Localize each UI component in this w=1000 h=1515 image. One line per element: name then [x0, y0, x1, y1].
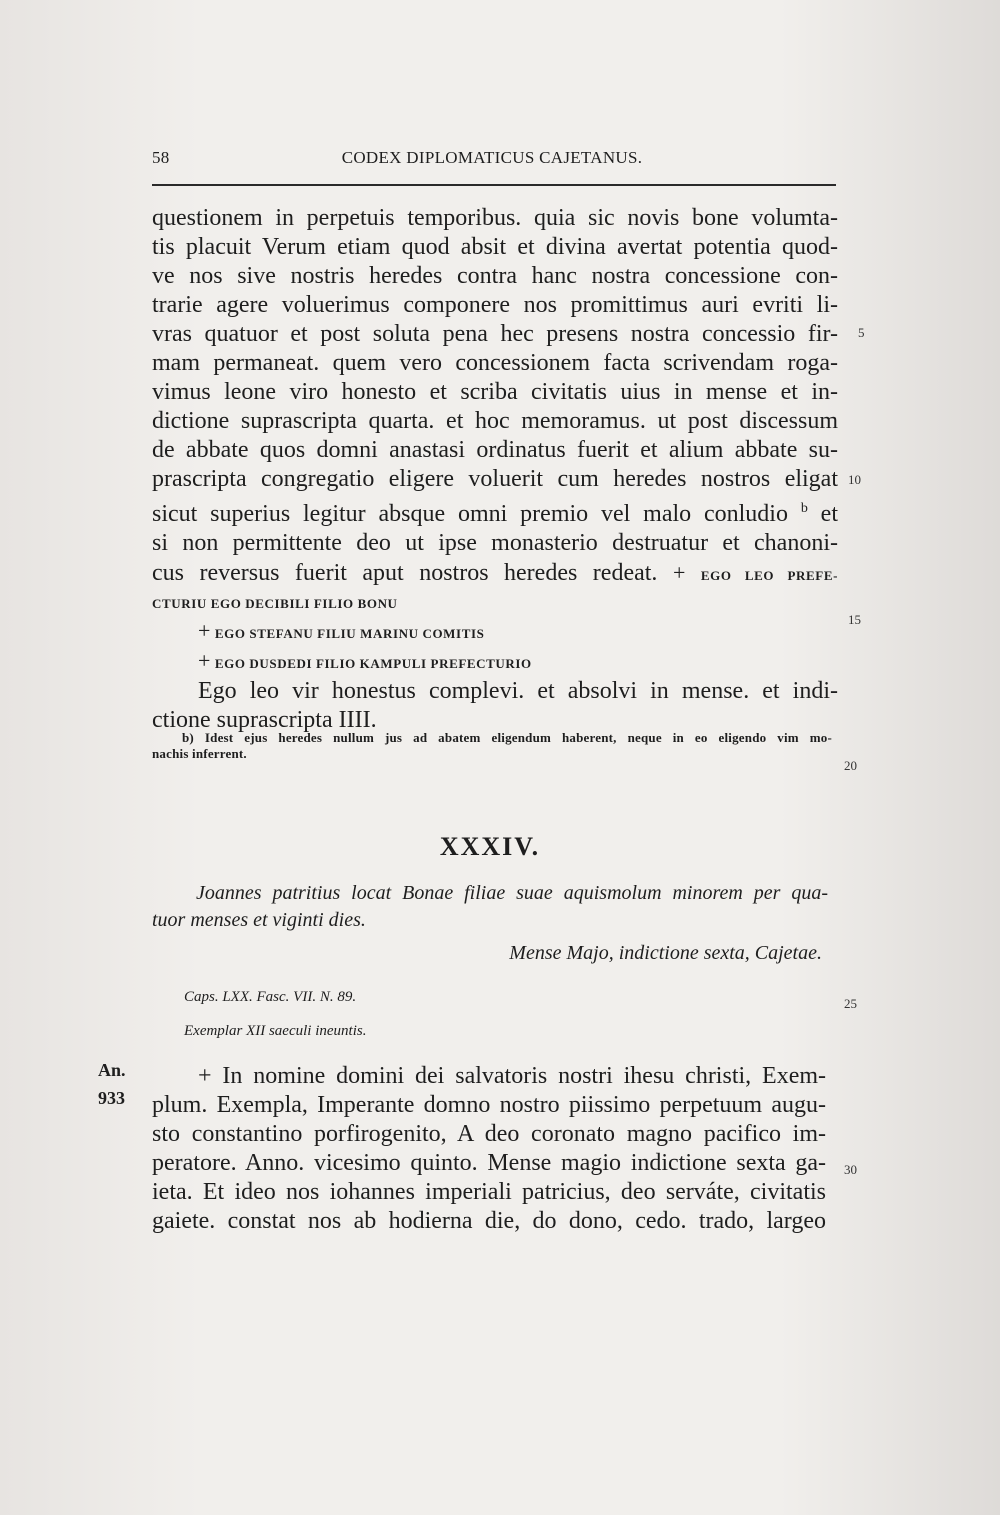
- footnote-line: nachis inferrent.: [152, 746, 247, 761]
- line-number: 15: [848, 612, 861, 627]
- footnote-marker: b: [800, 501, 808, 516]
- charter-line: + In nomine domini dei salvatoris nostri ihesu christi, Exem-: [198, 1063, 826, 1089]
- summary-line: Joannes patritius locat Bonae filiae suae aquismolum minorem per qua-: [196, 882, 828, 904]
- signature-line: [152, 617, 838, 647]
- footnote: [152, 730, 832, 762]
- completion-line: Ego leo vir honestus complevi. et absolvi in mense. et indi-: [198, 678, 838, 704]
- text-line: vras quatuor et post soluta pena hec presens nostra concessio fir-: [152, 321, 838, 347]
- text-line: de abbate quos domni anastasi ordinatus fuerit et alium abbate su-: [152, 437, 838, 463]
- archive-info: [184, 980, 366, 1048]
- line-number: 25: [844, 996, 857, 1011]
- summary-line: tuor menses et viginti dies.: [152, 909, 366, 931]
- document-number: XXXIV.: [439, 832, 541, 861]
- margin-year-label: An.: [98, 1060, 126, 1080]
- archive-reference: Caps. LXX. Fasc. VII. N. 89.: [184, 989, 357, 1005]
- cross-symbol: +: [672, 560, 686, 585]
- signature-line: CTURIU EGO DECIBILI FILIO BONU: [152, 596, 398, 611]
- text-line: vimus leone viro honesto et scriba civitatis uius in mense et in-: [152, 379, 838, 405]
- page-header: [152, 148, 832, 172]
- line-number: 20: [844, 758, 857, 773]
- text-line-with-footnote: [152, 494, 838, 529]
- text-line: ve nos sive nostris heredes contra hanc nostra concessione con-: [152, 263, 838, 289]
- text-line: dictione suprascripta quarta. et hoc memoramus. ut post discessum: [152, 408, 838, 434]
- main-text: [152, 204, 838, 735]
- margin-year: [98, 1056, 126, 1112]
- charter-line: ieta. Et ideo nos iohannes imperiali patricius, deo serváte, civitatis: [152, 1179, 826, 1205]
- signature-text: EGO DUSDEDI FILIO KAMPULI PREFECTURIO: [214, 656, 532, 671]
- line-number: 5: [858, 325, 865, 340]
- completion-line: ctione suprascripta IIII.: [152, 707, 377, 733]
- signature-line: [152, 647, 838, 677]
- footnote-line: b) Idest ejus heredes nullum jus ad abatem eligendum haberent, neque in eo eligendo vim mo-: [182, 730, 832, 745]
- exemplar-note: Exemplar XII saeculi ineuntis.: [184, 1023, 367, 1039]
- document-summary: [152, 880, 828, 934]
- text-line: si non permittente deo ut ipse monasterio destruatur et chanoni-: [152, 530, 838, 556]
- text-line: mam permaneat. quem vero concessionem facta scrivendam roga-: [152, 350, 838, 376]
- charter-line: sto constantino porfirogenito, A deo coronato magno pacifico im-: [152, 1121, 826, 1147]
- text-line-main: sicut superius legitur absque omni premio vel malo conludio: [152, 501, 788, 527]
- text-line: trarie agere voluerimus componere nos promittimus auri evriti li-: [152, 292, 838, 318]
- charter-line: plum. Exempla, Imperante domno nostro piissimo perpetuum augu-: [152, 1092, 826, 1118]
- text-line: tis placuit Verum etiam quod absit et divina avertat potentia quod-: [152, 234, 838, 260]
- line-number: 30: [844, 1162, 857, 1177]
- text-line: questionem in perpetuis temporibus. quia sic novis bone volumta-: [152, 205, 838, 231]
- page-number: 58: [152, 148, 170, 167]
- text-line-tail: et: [820, 501, 838, 527]
- charter-text: [152, 1062, 826, 1236]
- running-title: CODEX DIPLOMATICUS CAJETANUS.: [341, 148, 643, 167]
- signature-text: EGO STEFANU FILIU MARINU COMITIS: [214, 626, 485, 641]
- signature-start: EGO LEO PREFE-: [700, 568, 839, 583]
- cross-symbol: +: [198, 618, 212, 643]
- charter-line: gaiete. constat nos ab hodierna die, do dono, cedo. trado, largeo: [152, 1208, 826, 1234]
- line-number: 10: [848, 472, 861, 487]
- text-line-main: cus reversus fuerit aput nostros heredes redeat.: [152, 560, 658, 586]
- charter-line: peratore. Anno. vicesimo quinto. Mense magio indictione sexta ga-: [152, 1150, 826, 1176]
- text-line-with-signature: [152, 558, 838, 590]
- margin-year-value: 933: [98, 1088, 125, 1108]
- header-rule: [152, 184, 836, 186]
- dateline: Mense Majo, indictione sexta, Cajetae.: [509, 942, 822, 964]
- text-line: prascripta congregatio eligere voluerit cum heredes nostros eligat: [152, 466, 838, 492]
- cross-symbol: +: [198, 648, 212, 673]
